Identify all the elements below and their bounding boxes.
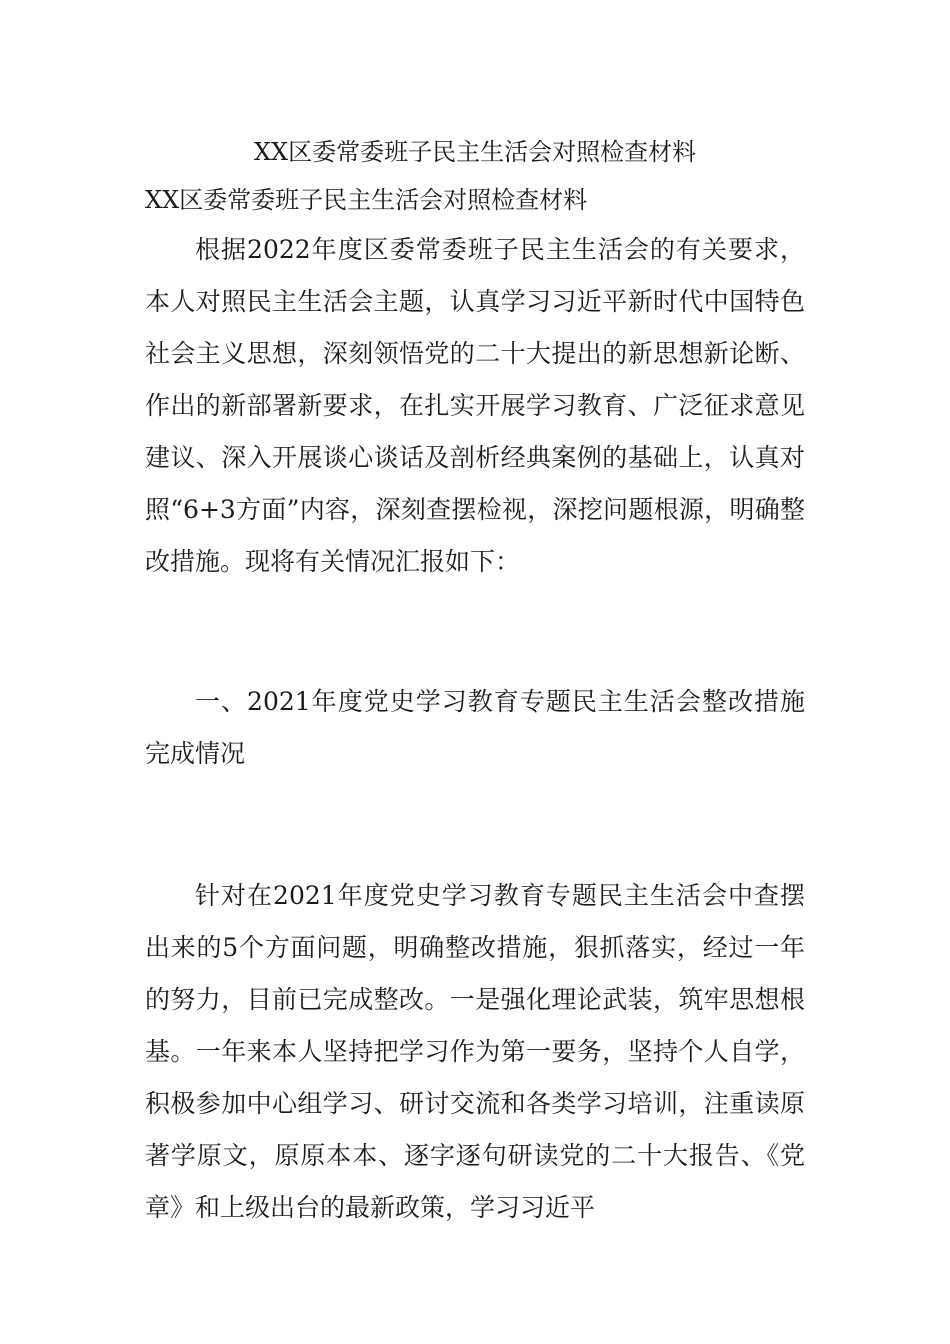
document-subtitle: XX区委常委班子民主生活会对照检查材料 bbox=[145, 186, 588, 214]
section-body-paragraph: 针对在2021年度党史学习教育专题民主生活会中查摆出来的5个方面问题，明确整改措施，狠抓落实，经过一年的努力，目前已完成整改。一是强化理论武装，筑牢思想根基。一年来本人坚持把学习作为第一要务，坚持个人自学，积极参加中心组学习、研讨交流和各类学习培训，注重读原著学原文，原原本本、逐字逐句研读党的二十大报告、《党章》和上级出台的最新政策，学习习近平 bbox=[145, 881, 805, 1222]
section-heading: 一、2021年度党史学习教育专题民主生活会整改措施完成情况 bbox=[145, 687, 805, 768]
intro-paragraph: 根据2022年度区委常委班子民主生活会的有关要求，本人对照民主生活会主题，认真学习习近平新时代中国特色社会主义思想，深刻领悟党的二十大提出的新思想新论断、作出的新部署新要求，在扎实开展学习教育、广泛征求意见建议、深入开展谈心谈话及剖析经典案例的基础上，认真对照“6+3方面”内容，深刻查摆检视，深挖问题根源，明确整改措施。现将有关情况汇报如下： bbox=[145, 235, 805, 576]
document-title: XX区委常委班子民主生活会对照检查材料 bbox=[253, 138, 697, 166]
